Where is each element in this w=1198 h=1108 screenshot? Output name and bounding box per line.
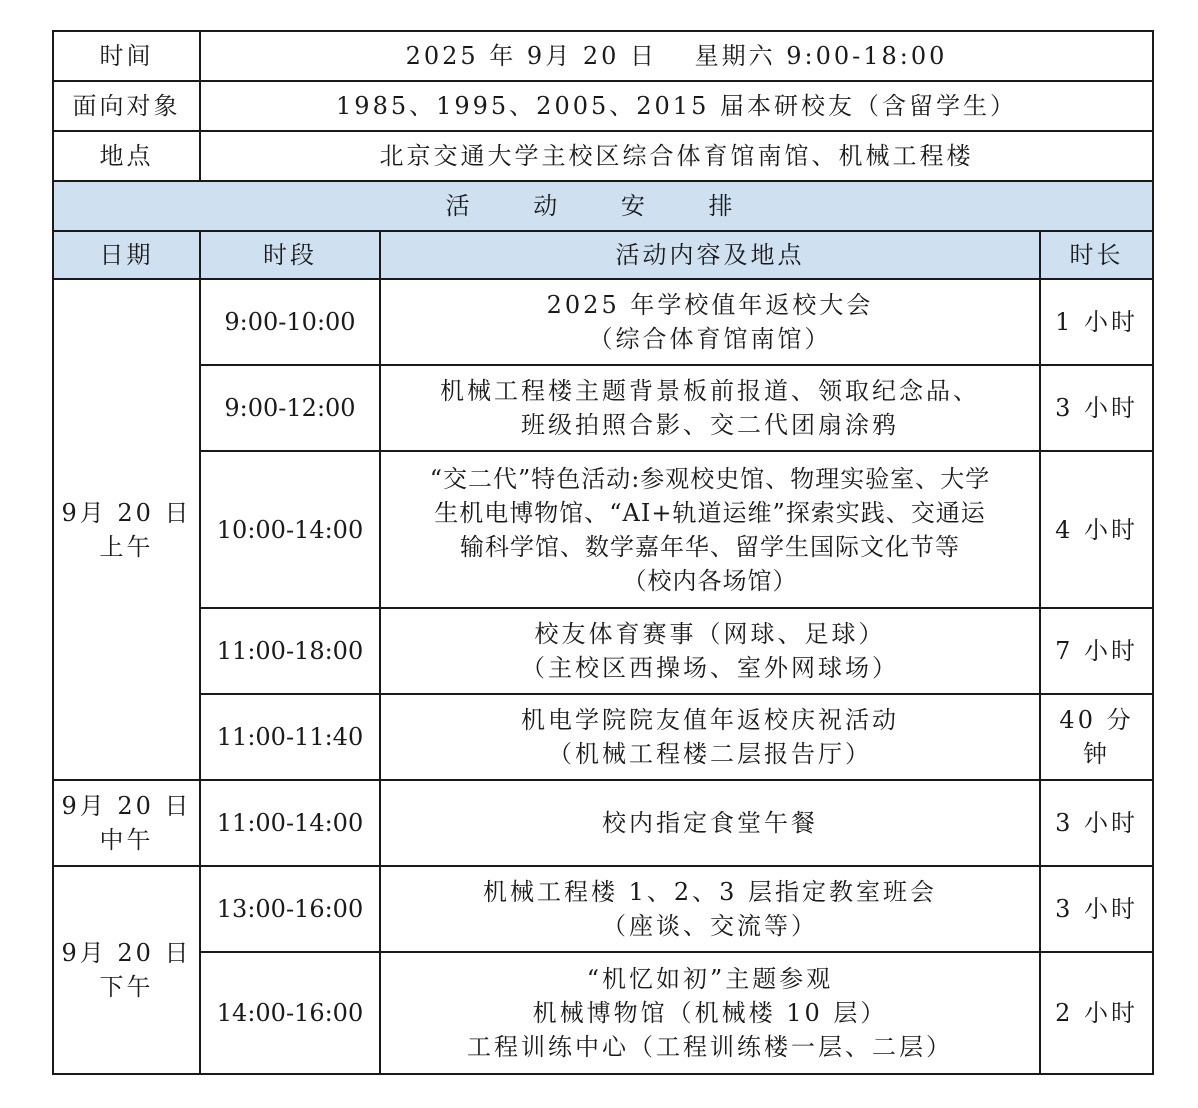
- content-line: “交二代”特色活动:参观校史馆、物理实验室、大学: [429, 464, 991, 493]
- content-line: 输科学馆、数学嘉年华、留学生国际文化节等: [460, 532, 960, 561]
- duration-line: 钟: [1083, 740, 1111, 768]
- audience-row: [53, 81, 1153, 131]
- date-cell-morning: [53, 279, 200, 780]
- date-cell-noon: [53, 780, 200, 866]
- content-line: （主校区西操场、室外网球场）: [521, 654, 899, 682]
- section-title-row: [53, 181, 1153, 231]
- period-cell: 13:00-16:00: [200, 866, 380, 952]
- column-header-row: [53, 231, 1153, 279]
- content-line: （机械工程楼二层报告厅）: [548, 740, 872, 768]
- duration-cell: 7 小时: [1040, 608, 1153, 694]
- column-header-duration: 时长: [1040, 231, 1153, 279]
- schedule-row: [53, 451, 1153, 608]
- schedule-row: [53, 608, 1153, 694]
- audience-value: 1985、1995、2005、2015 届本研校友（含留学生）: [200, 81, 1153, 131]
- content-line: （校内各场馆）: [622, 566, 798, 595]
- location-value: 北京交通大学主校区综合体育馆南馆、机械工程楼: [200, 131, 1153, 181]
- schedule-row: [53, 952, 1153, 1074]
- period-cell: 11:00-14:00: [200, 780, 380, 866]
- schedule-row: [53, 279, 1153, 365]
- time-label: 时间: [53, 31, 200, 81]
- content-cell: [380, 365, 1040, 451]
- content-line: 班级拍照合影、交二代团扇涂鸦: [521, 411, 899, 439]
- column-header-date: 日期: [53, 231, 200, 279]
- column-header-period: 时段: [200, 231, 380, 279]
- period-cell: 14:00-16:00: [200, 952, 380, 1074]
- schedule-row: [53, 365, 1153, 451]
- section-title: 活 动 安 排: [53, 181, 1153, 231]
- date-line: 9月 20 日: [61, 792, 192, 820]
- duration-cell: 3 小时: [1040, 365, 1153, 451]
- period-cell: 10:00-14:00: [200, 451, 380, 608]
- content-line: 工程训练中心（工程训练楼一层、二层）: [467, 1033, 953, 1061]
- duration-cell: 1 小时: [1040, 279, 1153, 365]
- duration-cell: 4 小时: [1040, 451, 1153, 608]
- period-cell: 9:00-12:00: [200, 365, 380, 451]
- schedule-table: [52, 30, 1154, 1075]
- audience-label: 面向对象: [53, 81, 200, 131]
- column-header-content: 活动内容及地点: [380, 231, 1040, 279]
- date-line: 下午: [99, 973, 154, 1001]
- content-line: 机械工程楼 1、2、3 层指定教室班会: [482, 878, 938, 906]
- period-cell: 11:00-18:00: [200, 608, 380, 694]
- location-row: [53, 131, 1153, 181]
- duration-cell: [1040, 694, 1153, 780]
- content-line: （综合体育馆南馆）: [588, 325, 832, 353]
- date-line: 9月 20 日: [61, 939, 192, 967]
- location-label: 地点: [53, 131, 200, 181]
- date-cell-afternoon: [53, 866, 200, 1074]
- content-cell: [380, 694, 1040, 780]
- duration-line: 40 分: [1059, 706, 1134, 734]
- content-line: 校友体育赛事（网球、足球）: [534, 620, 886, 648]
- content-line: 机械工程楼主题背景板前报道、领取纪念品、: [440, 377, 980, 405]
- schedule-row: [53, 866, 1153, 952]
- period-cell: 9:00-10:00: [200, 279, 380, 365]
- content-cell: [380, 780, 1040, 866]
- date-line: 9月 20 日: [61, 498, 192, 527]
- date-line: 中午: [99, 826, 154, 854]
- content-line: 机械博物馆（机械楼 10 层）: [532, 999, 888, 1027]
- duration-cell: 3 小时: [1040, 780, 1153, 866]
- duration-cell: 3 小时: [1040, 866, 1153, 952]
- content-cell: [380, 952, 1040, 1074]
- content-line: 2025 年学校值年返校大会: [546, 291, 874, 319]
- content-line: 生机电博物馆、“AI+轨道运维”探索实践、交通运: [434, 498, 986, 527]
- content-line: 校内指定食堂午餐: [602, 809, 818, 837]
- date-line: 上午: [99, 532, 154, 561]
- content-cell: [380, 608, 1040, 694]
- content-line: （座谈、交流等）: [602, 912, 818, 940]
- schedule-row: [53, 780, 1153, 866]
- schedule-row: [53, 694, 1153, 780]
- time-row: [53, 31, 1153, 81]
- content-cell: [380, 866, 1040, 952]
- content-line: 机电学院院友值年返校庆祝活动: [521, 706, 899, 734]
- duration-cell: 2 小时: [1040, 952, 1153, 1074]
- content-line: “机忆如初”主题参观: [586, 965, 834, 993]
- period-cell: 11:00-11:40: [200, 694, 380, 780]
- content-cell: [380, 451, 1040, 608]
- content-cell: [380, 279, 1040, 365]
- time-value: 2025 年 9月 20 日 星期六 9:00-18:00: [200, 31, 1153, 81]
